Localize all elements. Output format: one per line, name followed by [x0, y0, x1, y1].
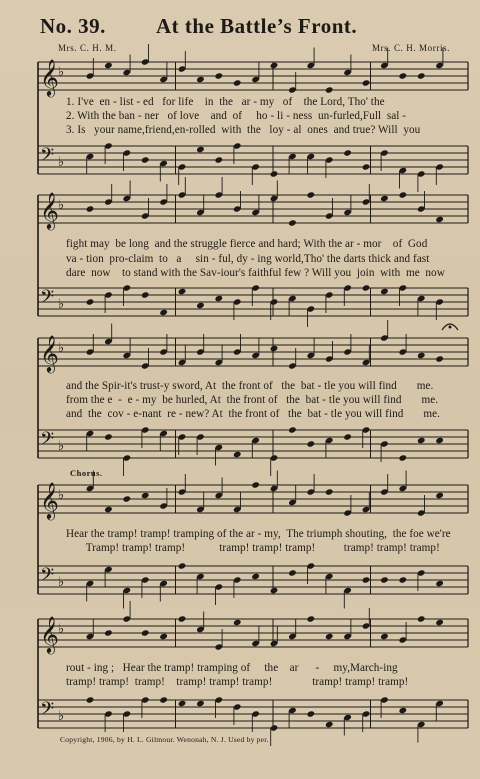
verse1-line1: 1. I've en - list - ed for life in the ar - my of the Lord, Tho' the: [66, 96, 385, 108]
note-head: [325, 633, 334, 640]
note-head: [380, 576, 389, 583]
note-head: [104, 629, 113, 636]
flat-icon: ♭: [58, 709, 65, 724]
bass-clef-icon: 𝄢: [40, 565, 55, 590]
verse1-line2: fight may be long and the struggle fierce and hard; With the ar - mor of God: [66, 238, 428, 250]
verse3-line1: 3. Is your name,friend,en-rolled with the loy - al ones and true? Will you: [66, 124, 421, 136]
chorus-label: Chorus.: [70, 468, 103, 478]
chorus-line1: Hear the tramp! tramp! tramping of the ar - my, The triumph shouting, the foe we're: [66, 528, 451, 540]
note-head: [141, 629, 150, 636]
treble-clef-icon: 𝄞: [40, 481, 59, 519]
note-head: [417, 72, 426, 79]
flat-icon: ♭: [58, 622, 65, 637]
note-head: [196, 700, 205, 707]
note-head: [307, 440, 316, 447]
note-head: [399, 454, 408, 461]
note-head: [178, 615, 187, 622]
flat-icon: ♭: [58, 575, 65, 590]
note-head: [86, 205, 95, 212]
hymn-title: At the Battle’s Front.: [156, 14, 358, 38]
note-head: [343, 433, 352, 440]
note-head: [86, 696, 95, 703]
chorus-line1-response: Tramp! tramp! tramp! tramp! tramp! tramp! tramp! tramp! tramp!: [66, 542, 440, 554]
flat-icon: ♭: [58, 341, 65, 356]
note-head: [435, 216, 444, 223]
note-head: [399, 191, 408, 198]
note-head: [251, 573, 260, 580]
note-head: [380, 195, 389, 202]
note-head: [178, 700, 187, 707]
note-head: [270, 345, 279, 352]
verse2-line1: 2. With the ban - ner of love and of ho - li - ness un-furled,Full sal -: [66, 110, 407, 122]
note-head: [104, 433, 113, 440]
note-head: [270, 170, 279, 177]
note-head: [380, 288, 389, 295]
note-head: [141, 156, 150, 163]
note-head: [159, 696, 168, 703]
note-head: [325, 488, 334, 495]
note-head: [380, 633, 389, 640]
note-head: [325, 86, 334, 93]
verse2-line3: from the e - e - my be hurled, At the front of the bat - tle you will find me.: [66, 394, 439, 406]
verse3-line3: and the cov - e-nant re - new? At the front of the bat - tle you will find me.: [66, 408, 440, 420]
verse1-line3: and the Spir-it's trust-y sword, At the front of the bat - tle you will find me.: [66, 380, 434, 392]
note-head: [343, 149, 352, 156]
note-head: [233, 619, 242, 626]
note-head: [362, 79, 371, 86]
chorus-line2-response: tramp! tramp! tramp! tramp! tramp! tramp! tramp! tramp! tramp!: [66, 676, 409, 688]
words-credit: Mrs. C. H. M.: [58, 43, 117, 53]
flat-icon: ♭: [58, 297, 65, 312]
note-head: [435, 437, 444, 444]
note-head: [417, 615, 426, 622]
note-head: [435, 355, 444, 362]
note-head: [435, 492, 444, 499]
note-head: [196, 76, 205, 83]
note-head: [288, 219, 297, 226]
treble-clef-icon: 𝄞: [40, 334, 59, 372]
treble-clef-icon: 𝄞: [40, 58, 59, 96]
note-head: [196, 146, 205, 153]
note-head: [159, 633, 168, 640]
note-head: [270, 587, 279, 594]
flat-icon: ♭: [58, 439, 65, 454]
note-head: [233, 451, 242, 458]
note-head: [288, 426, 297, 433]
bass-clef-icon: 𝄢: [40, 145, 55, 170]
treble-clef-icon: 𝄞: [40, 191, 59, 229]
note-head: [399, 72, 408, 79]
note-head: [362, 163, 371, 170]
note-head: [307, 191, 316, 198]
note-head: [215, 295, 224, 302]
note-head: [417, 352, 426, 359]
copyright-notice: Copyright, 1906, by H. L. Gilmour. Wenonah, N. J. Used by per.: [60, 735, 269, 744]
note-head: [288, 569, 297, 576]
note-head: [325, 721, 334, 728]
note-head: [123, 495, 132, 502]
note-head: [141, 291, 150, 298]
note-head: [104, 62, 113, 69]
bass-clef-icon: 𝄢: [40, 287, 55, 312]
flat-icon: ♭: [58, 65, 65, 80]
note-head: [307, 710, 316, 717]
note-head: [178, 562, 187, 569]
flat-icon: ♭: [58, 488, 65, 503]
note-head: [435, 580, 444, 587]
fermata-dot: [449, 326, 452, 329]
note-head: [104, 506, 113, 513]
note-head: [251, 481, 260, 488]
note-head: [417, 437, 426, 444]
note-head: [215, 156, 224, 163]
hymn-number: No. 39.: [40, 14, 106, 38]
bass-clef-icon: 𝄢: [40, 429, 55, 454]
note-head: [435, 619, 444, 626]
note-head: [141, 492, 150, 499]
chorus-line2: rout - ing ; Hear the tramp! tramping of the ar - my,March-ing: [66, 662, 398, 674]
bass-clef-icon: 𝄢: [40, 699, 55, 724]
note-head: [86, 298, 95, 305]
note-head: [362, 576, 371, 583]
note-head: [196, 302, 205, 309]
verse3-line2: dare now to stand with the Sav-iour's faithful few ? Will you join with me now: [66, 267, 445, 279]
verse2-line2: va - tion pro-claim to a sin - ful, dy - ing world,Tho' the darts thick and fast: [66, 253, 430, 265]
note-head: [215, 72, 224, 79]
note-head: [233, 79, 242, 86]
note-head: [270, 62, 279, 69]
flat-icon: ♭: [58, 198, 65, 213]
note-head: [399, 707, 408, 714]
flat-icon: ♭: [58, 155, 65, 170]
music-credit: Mrs. C. H. Morris.: [371, 43, 450, 53]
note-head: [307, 615, 316, 622]
note-head: [159, 309, 168, 316]
note-head: [362, 284, 371, 291]
treble-clef-icon: 𝄞: [40, 615, 59, 653]
note-head: [178, 288, 187, 295]
note-head: [399, 576, 408, 583]
